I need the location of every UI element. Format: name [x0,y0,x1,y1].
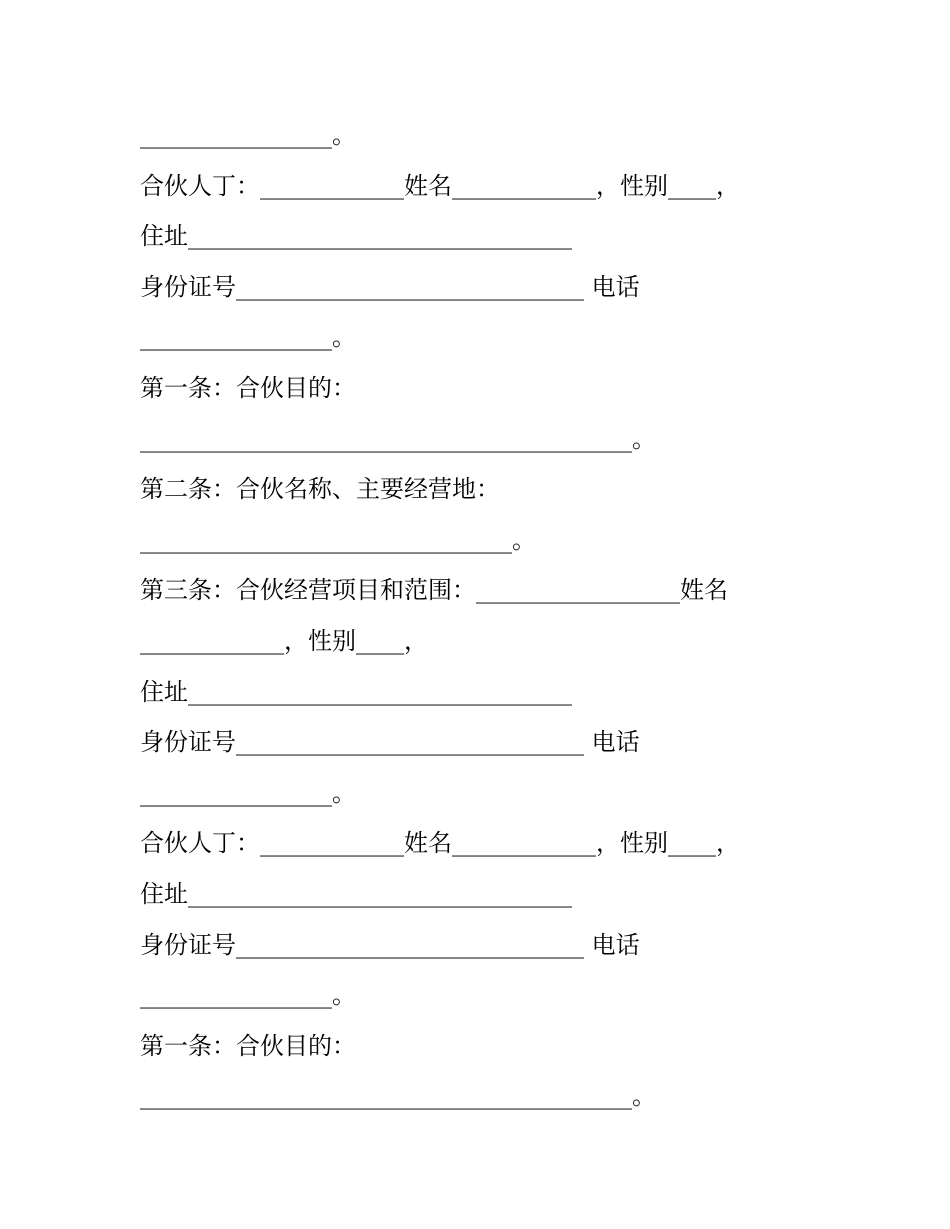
document-page [140,110,860,1122]
article-1-blank: _________________________________________。 [140,424,656,453]
id-phone-line: 身份证号_____________________________ 电话 [140,930,640,959]
id-phone-line: 身份证号_____________________________ 电话 [140,272,640,301]
address-line: 住址________________________________ [140,677,572,706]
address-line: 住址________________________________ [140,879,572,908]
article-2-blank: _______________________________。 [140,525,536,554]
article-1-heading: 第一条：合伙目的： [140,1031,356,1060]
article-1-blank: _________________________________________。 [140,1082,656,1111]
article-2-heading: 第二条：合伙名称、主要经营地： [140,475,500,504]
article-3-line: 第三条：合伙经营项目和范围：_________________姓名 [140,576,728,605]
address-line: 住址________________________________ [140,222,572,251]
text-line: ________________。 [140,121,356,149]
gender-line: ____________，性别____， [140,626,428,655]
partner-ding-line: 合伙人丁：____________姓名____________，性别____， [140,829,740,858]
id-phone-line: 身份证号_____________________________ 电话 [140,728,640,757]
text-line: ________________。 [140,981,356,1010]
article-1-heading: 第一条：合伙目的： [140,373,356,402]
text-line: ________________。 [140,778,356,807]
partner-ding-line: 合伙人丁：____________姓名____________，性别____， [140,171,740,200]
text-line: ________________。 [140,323,356,352]
